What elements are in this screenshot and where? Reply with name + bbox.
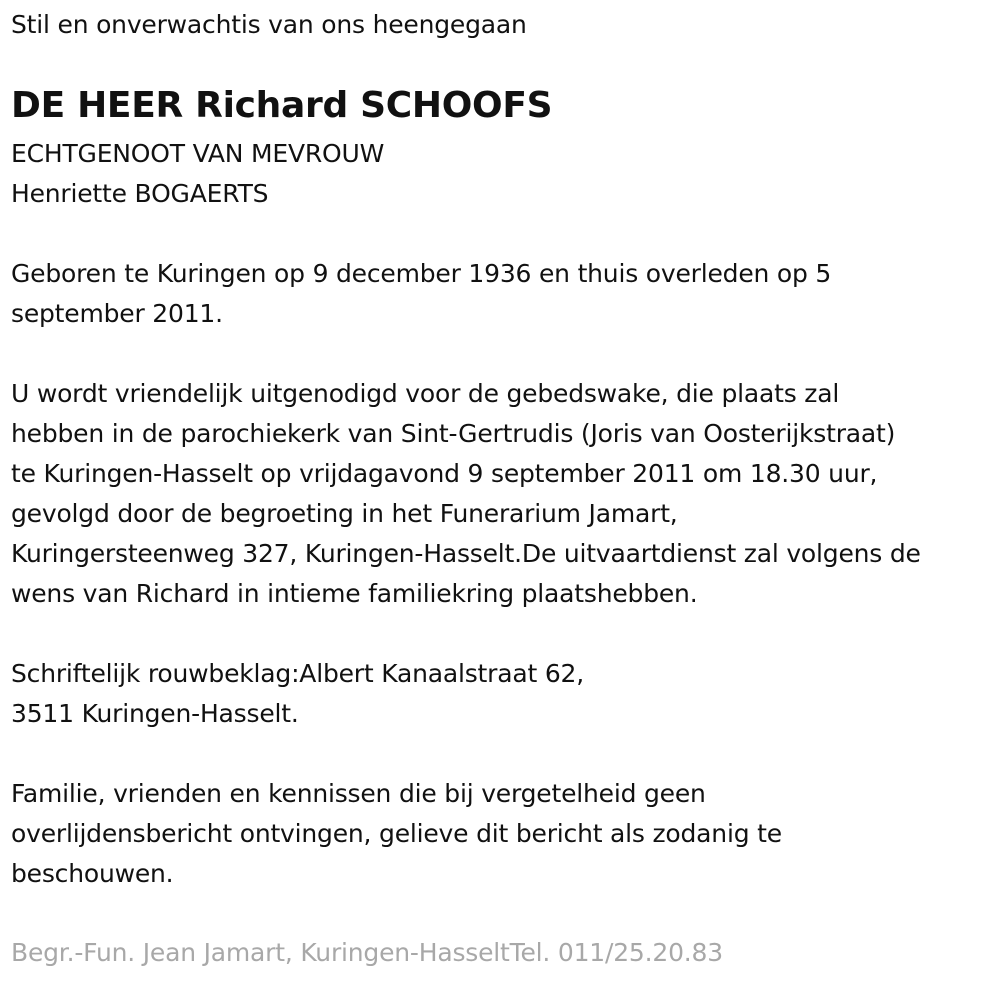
birth-death-paragraph bbox=[11, 254, 831, 334]
wake-line-3: te Kuringen-Hasselt op vrijdagavond 9 september 2011 om 18.30 uur, bbox=[11, 459, 878, 488]
condolence-address-paragraph bbox=[11, 654, 584, 734]
wake-paragraph bbox=[11, 374, 921, 614]
wake-line-6: wens van Richard in intieme familiekring plaatshebben. bbox=[11, 579, 698, 608]
condolence-address-line-1: Schriftelijk rouwbeklag:Albert Kanaalstraat 62, bbox=[11, 659, 584, 688]
condolence-address-line-2: 3511 Kuringen-Hasselt. bbox=[11, 699, 299, 728]
funeral-home-footer: Begr.-Fun. Jean Jamart, Kuringen-HasseltTel. 011/25.20.83 bbox=[11, 938, 723, 967]
family-note-paragraph bbox=[11, 774, 782, 894]
family-note-line-2: overlijdensbericht ontvingen, gelieve dit bericht als zodanig te bbox=[11, 819, 782, 848]
wake-line-1: U wordt vriendelijk uitgenodigd voor de gebedswake, die plaats zal bbox=[11, 379, 840, 408]
intro-line: Stil en onverwachtis van ons heengegaan bbox=[11, 10, 527, 39]
wake-line-2: hebben in de parochiekerk van Sint-Gertrudis (Joris van Oosterijkstraat) bbox=[11, 419, 896, 448]
wake-line-5: Kuringersteenweg 327, Kuringen-Hasselt.De uitvaartdienst zal volgens de bbox=[11, 539, 921, 568]
deceased-name: DE HEER Richard SCHOOFS bbox=[11, 85, 553, 126]
spouse-line-1: ECHTGENOOT VAN MEVROUW bbox=[11, 139, 385, 168]
birth-death-line-2: september 2011. bbox=[11, 299, 223, 328]
birth-death-line-1: Geboren te Kuringen op 9 december 1936 en thuis overleden op 5 bbox=[11, 259, 832, 288]
family-note-line-1: Familie, vrienden en kennissen die bij vergetelheid geen bbox=[11, 779, 706, 808]
wake-line-4: gevolgd door de begroeting in het Funerarium Jamart, bbox=[11, 499, 678, 528]
spouse-block bbox=[11, 134, 384, 214]
spouse-line-2: Henriette BOGAERTS bbox=[11, 179, 269, 208]
family-note-line-3: beschouwen. bbox=[11, 859, 174, 888]
